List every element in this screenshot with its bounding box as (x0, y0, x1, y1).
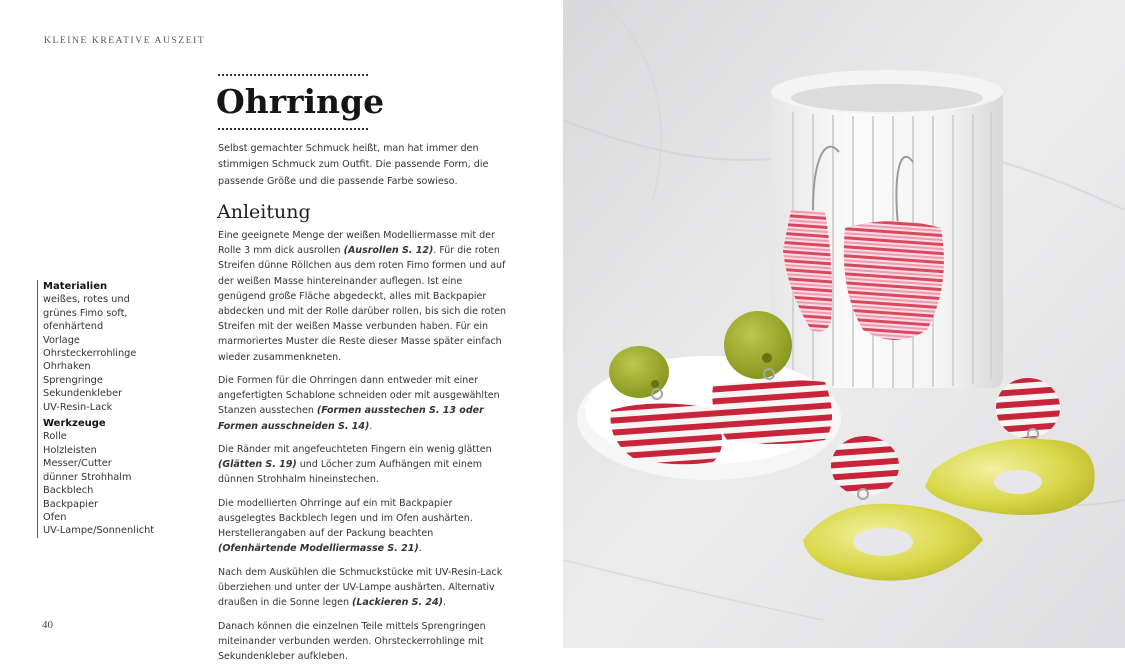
instruction-step (218, 373, 510, 434)
material-item: Ohrsteckerrohlinge (43, 348, 137, 360)
step-text: Eine geeignete Menge der weißen Modelliermasse mit der Rolle 3 mm dick ausrollen (218, 230, 495, 257)
tool-item: Backpapier (43, 498, 99, 510)
materials-heading: Materialien (43, 281, 108, 292)
instruction-step (218, 496, 510, 557)
tool-item: Ofen (43, 511, 67, 523)
step-text: Die modellierten Ohrringe auf ein mit Backpapier ausgelegtes Backblech legen und im Ofen aushärten. Herstellerangaben auf der Packung beachten (218, 497, 473, 540)
step-reference: (Lackieren S. 24) (352, 597, 443, 609)
page-title: Ohrringe (216, 82, 385, 121)
tool-item: Messer/Cutter (43, 458, 112, 470)
tool-item: dünner Strohhalm (43, 471, 132, 483)
step-text: Nach dem Auskühlen die Schmuckstücke mit UV-Resin-Lack überziehen und unter der UV-Lampe aushärten. Alternativ draußen in die Sonne legen (218, 566, 503, 609)
step-text: . Für die roten Streifen dünne Röllchen aus dem roten Fimo formen und auf der weißen Masse hintereinander auflegen. Ist eine genügend große Fläche abgedeckt, alles mit Backpapier abdecken und mit der Rolle darüber rollen, bis sich die roten Streifen mit der weißen Masse verbunden haben. Für ein marmoriertes Muster die Reste dieser Masse später einfach wieder zusammenkneten. (218, 245, 507, 363)
step-text: Danach können die einzelnen Teile mittels Sprengringen miteinander verbunden werden. Ohrsteckerrohlinge mit Sekundenkleber aufkleben. (218, 620, 486, 663)
step-text: Die Formen für die Ohrringen dann entweder mit einer angefertigten Schablone schneiden oder mit ausgewählten Stanzen ausstechen (218, 375, 500, 417)
step-reference: (Ausrollen S. 12) (343, 245, 434, 257)
material-item: grünes Fimo soft, (43, 307, 128, 319)
tool-item: Backblech (43, 485, 94, 497)
title-divider-bottom (218, 128, 368, 130)
instruction-step (218, 228, 510, 365)
tool-item: Holzleisten (43, 444, 97, 456)
material-item: Sprengringe (43, 374, 103, 386)
material-item: Sekundenkleber (43, 388, 123, 400)
instruction-step (218, 619, 510, 665)
intro-paragraph: Selbst gemachter Schmuck heißt, man hat immer den stimmigen Schmuck zum Outfit. Die passende Form, die passende Größe und die passende Farbe sowieso. (218, 143, 489, 187)
tools-list (43, 430, 183, 537)
instruction-step (218, 442, 510, 488)
step-reference: (Ofenhärtende Modelliermasse S. 21) (218, 543, 419, 555)
step-text: . (369, 420, 373, 432)
tools-heading: Werkzeuge (43, 418, 106, 430)
step-reference: (Formen ausstechen S. 13 oder Formen ausschneiden S. 14) (218, 405, 484, 432)
step-text: und Löcher zum Aufhängen mit einem dünnen Strohhalm hineinstechen. (218, 459, 482, 486)
title-divider-top (218, 74, 368, 76)
materials-sidebar (37, 280, 183, 538)
instructions-heading: Anleitung (217, 201, 311, 223)
instruction-step (218, 565, 510, 611)
step-text: Die Ränder mit angefeuchteten Fingern ein wenig glätten (218, 444, 492, 456)
instructions-body (218, 228, 510, 672)
material-item: weißes, rotes und (43, 294, 130, 306)
material-item: UV-Resin-Lack (43, 401, 113, 413)
step-reference: (Glätten S. 19) (218, 459, 297, 471)
tool-item: UV-Lampe/Sonnenlicht (43, 525, 155, 537)
page-number: 40 (42, 619, 53, 631)
left-page (0, 0, 563, 663)
material-item: Ohrhaken (43, 361, 91, 373)
material-item: Vorlage (43, 334, 80, 346)
running-head: KLEINE KREATIVE AUSZEIT (44, 36, 206, 46)
step-text: . (443, 597, 447, 609)
step-text: . (418, 543, 422, 555)
pink-marbled-earring-right (844, 221, 944, 340)
earrings-photo (563, 0, 1125, 648)
material-item: ofenhärtend (43, 321, 104, 333)
materials-list (43, 293, 183, 414)
tool-item: Rolle (43, 431, 67, 443)
